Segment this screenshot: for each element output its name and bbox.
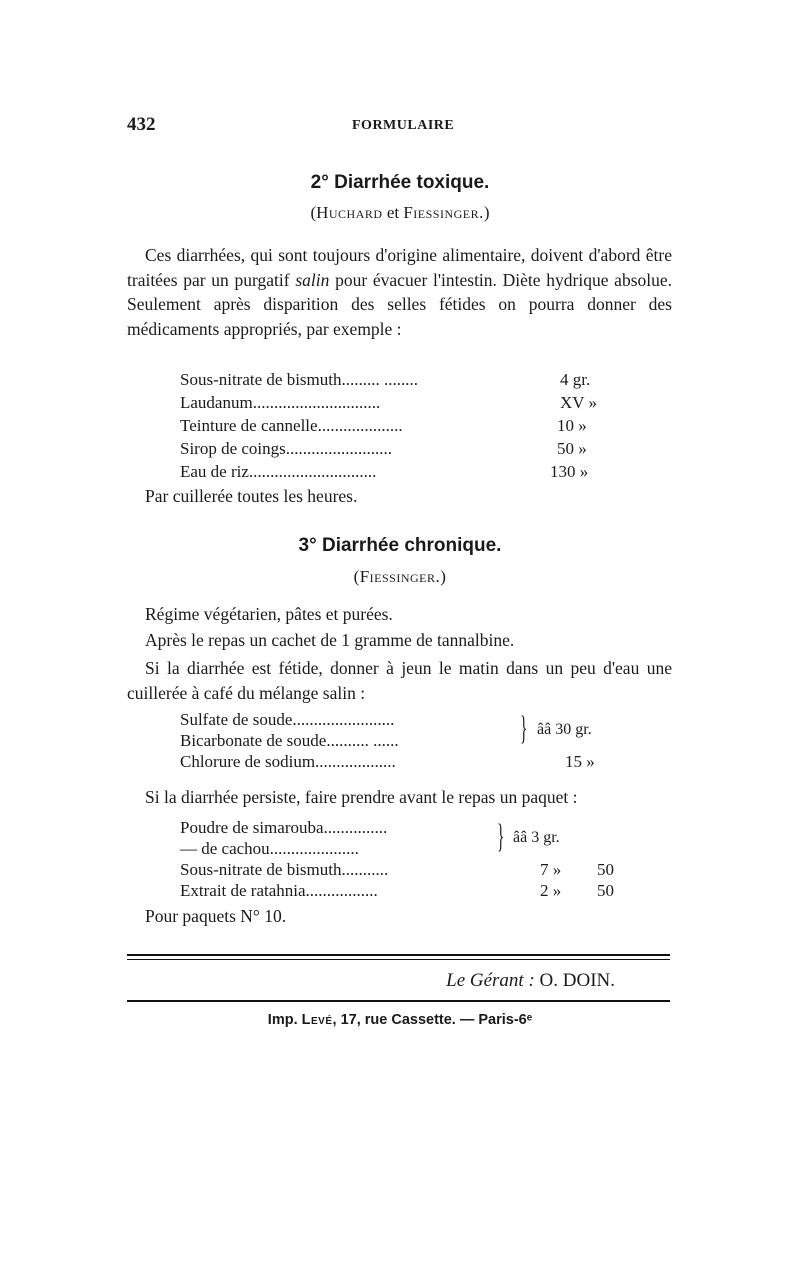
- gerant-name: O. DOIN.: [534, 970, 615, 991]
- section-title-chronic-diarrhea: 3° Diarrhée chronique.: [298, 535, 502, 556]
- mixture-item-name: Sulfate de soude........................: [180, 710, 395, 729]
- prescription-item-name: Sous-nitrate de bismuth......... ........: [180, 370, 418, 389]
- final-line: Pour paquets N° 10.: [145, 906, 287, 926]
- prescription-item-dose: XV »: [560, 393, 597, 412]
- author-paren-open: (: [310, 203, 317, 222]
- regimen-line: Régime végétarien, pâtes et purées.: [145, 604, 393, 624]
- prescription-item-name: Eau de riz..............................: [180, 462, 377, 481]
- footer-rule-top: [127, 954, 670, 956]
- section-title-toxic-diarrhea: 2° Diarrhée toxique.: [310, 172, 490, 193]
- powder-item-dose: 2 »: [540, 881, 562, 900]
- prescription-item-name: Teinture de cannelle....................: [180, 416, 403, 435]
- footer-rule-thin: [127, 959, 670, 960]
- section-authors: [0, 203, 800, 223]
- brace-icon: }: [497, 818, 505, 855]
- imprint-prefix: Imp.: [267, 1012, 302, 1028]
- prescription-item-dose: 10 »: [557, 416, 587, 435]
- mixture-shared-dose: ââ 30 gr.: [537, 721, 592, 738]
- powder-item-name: Extrait de ratahnia.................: [180, 881, 378, 900]
- regimen-line: Après le repas un cachet de 1 gramme de tannalbine.: [145, 630, 515, 650]
- footer-rule-bottom: [127, 1000, 670, 1002]
- gerant-label: Le Gérant :: [446, 970, 535, 991]
- regimen-paragraph-text: Si la diarrhée est fétide, donner à jeun le matin dans un peu d'eau une cuillerée à café du mélange salin :: [127, 658, 672, 703]
- imprint-address: , 17, rue Cassette. — Paris-6ᵉ: [332, 1012, 533, 1028]
- prescription-item-name: Laudanum..............................: [180, 393, 381, 412]
- powder-item-dose: 7 »: [540, 860, 562, 879]
- powder-item-name: Sous-nitrate de bismuth...........: [180, 860, 389, 879]
- mixture-item-name: Bicarbonate de soude.......... ......: [180, 731, 399, 750]
- author-connector: et: [382, 203, 404, 222]
- gerant-line: [0, 970, 615, 992]
- author-huchard: Huchard: [316, 203, 383, 222]
- intro-italic-word: salin: [295, 269, 330, 290]
- imprint-line: [0, 1012, 800, 1028]
- mixture-item-dose: 15 »: [565, 752, 595, 771]
- prescription-item-dose: 130 »: [550, 462, 589, 481]
- imprint-printer: Levé: [301, 1012, 333, 1028]
- brace-icon: }: [520, 710, 528, 747]
- powder-item-dose-fraction: 50: [597, 881, 614, 900]
- running-head: FORMULAIRE: [352, 118, 455, 133]
- powder-item-name: Poudre de simarouba...............: [180, 818, 388, 837]
- powder-item-dose-fraction: 50: [597, 860, 614, 879]
- regimen-paragraph: [127, 656, 672, 705]
- prescription-item-name: Sirop de coings.........................: [180, 439, 393, 458]
- page-number: 432: [127, 114, 156, 135]
- persist-line: Si la diarrhée persiste, faire prendre avant le repas un paquet :: [145, 787, 578, 807]
- dosage-instruction: Par cuillerée toutes les heures.: [145, 486, 358, 506]
- intro-paragraph: [127, 243, 672, 341]
- powder-item-name: — de cachou.....................: [180, 839, 359, 858]
- intro-text-end: pour évacuer l'intestin. Diète hydrique absolue. Seulement après disparition des selles fétides on pourra donner des médicaments appropriés, par exemple :: [127, 269, 673, 339]
- prescription-item-dose: 4 gr.: [560, 370, 591, 389]
- author-fiessinger: Fiessinger.: [403, 203, 484, 222]
- prescription-item-dose: 50 »: [557, 439, 587, 458]
- author-paren-close: ): [483, 203, 490, 222]
- intro-text-start: Ces diarrhées, qui sont toujours d'origine alimentaire, doivent d'abord être traitées par un purgatif: [127, 245, 672, 290]
- powder-shared-dose: ââ 3 gr.: [513, 829, 560, 846]
- section-author: (Fiessinger.): [353, 567, 447, 586]
- mixture-item-name: Chlorure de sodium...................: [180, 752, 396, 771]
